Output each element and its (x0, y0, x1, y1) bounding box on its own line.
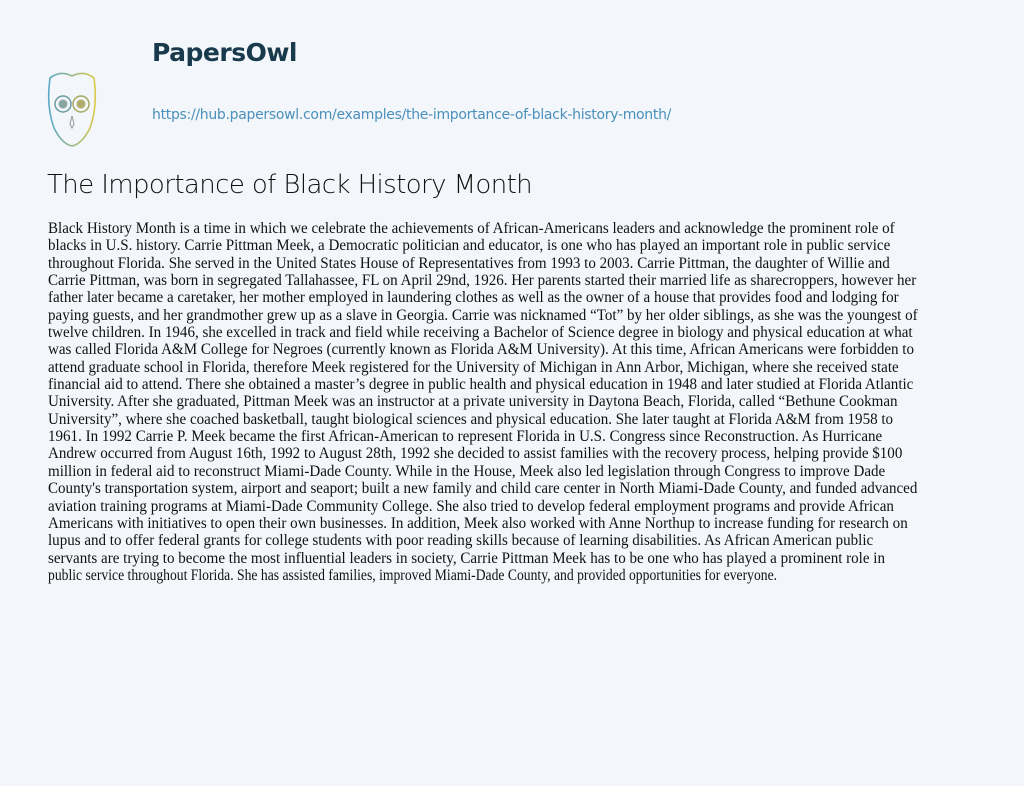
article-line: Black History Month is a time in which we celebrate the achievements of African-Americans leaders and acknowledge the prominent role of (48, 220, 895, 237)
article-line: 1961. In 1992 Carrie P. Meek became the first African-American to represent Florida in U.S. Congress since Reconstruction. As Hurricane (48, 428, 883, 446)
article-line: Carrie Pittman, was born in segregated Tallahassee, FL on April 29nd, 1926. Her parents started their married life as sharecroppers, however her (48, 272, 917, 290)
article-line: financial aid to attend. There she obtained a master’s degree in public health and physical education in 1948 and later studied at Florida Atlantic (48, 376, 914, 394)
source-url-link[interactable]: https://hub.papersowl.com/examples/the-importance-of-black-history-month/ (152, 107, 672, 123)
article-body (48, 220, 978, 584)
article-line: twelve children. In 1946, she excelled in track and field while receiving a Bachelor of Science degree in biology and physical education at what (48, 324, 913, 342)
article-line: paying guests, and her grandmother grew up as a slave in Georgia. Carrie was nicknamed “Tot” by her older siblings, as she was the youngest of (48, 306, 918, 324)
article-line: servants are trying to become the most influential leaders in society, Carrie Pittman Meek has to be one who has played a prominent role in (48, 549, 886, 567)
article-line: throughout Florida. She served in the United States House of Representatives from 1993 to 2003. Carrie Pittman, the daughter of Willie and (48, 254, 890, 272)
article-line: attend graduate school in Florida, therefore Meek registered for the University of Michigan in Ann Arbor, Michigan, where she received state (48, 358, 899, 376)
brand-name[interactable]: PapersOwl (152, 38, 297, 67)
article-line: father later became a caretaker, her mother employed in laundering clothes as well as the owner of a house that provides food and lodging for (48, 289, 899, 307)
page-title: The Importance of Black History Month (47, 170, 533, 200)
article-line: public service throughout Florida. She has assisted families, improved Miami-Dade County, and provided opportunities for everyone. (48, 566, 778, 584)
article-line: million in federal aid to reconstruct Miami-Dade County. While in the House, Meek also led legislation through Congress to improve Dade (48, 462, 886, 480)
article-line: University. After she graduated, Pittman Meek was an instructor at a private university in Daytona Beach, Florida, called “Bethune Cookman (48, 393, 898, 411)
article-line: Andrew occurred from August 16th, 1992 to August 28th, 1992 she decided to assist families with the recovery process, helping provide $100 (48, 445, 903, 463)
article-line: Americans with initiatives to open their own businesses. In addition, Meek also worked with Anne Northup to increase funding for research on (48, 514, 908, 532)
article-line: lupus and to offer federal grants for college students with poor reading skills because of learning disabilities. As African American public (48, 532, 874, 550)
article-line: blacks in U.S. history. Carrie Pittman Meek, a Democratic politician and educator, is one who has played an important role in public service (48, 237, 891, 255)
article-line: was called Florida A&M College for Negroes (currently known as Florida A&M University). At this time, African Americans were forbidden to (48, 341, 914, 359)
papersowl-logo-icon (46, 66, 98, 148)
article-line: County's transportation system, airport and seaport; built a new family and child care center in North Miami-Dade County, and funded advanced (48, 480, 918, 498)
article-line: aviation training programs at Miami-Dade Community College. She also tried to develop federal employment programs and provide African (48, 497, 894, 515)
article-line: University”, where she coached basketball, taught biological sciences and physical education. She later taught at Florida A&M from 1958 to (48, 410, 894, 428)
